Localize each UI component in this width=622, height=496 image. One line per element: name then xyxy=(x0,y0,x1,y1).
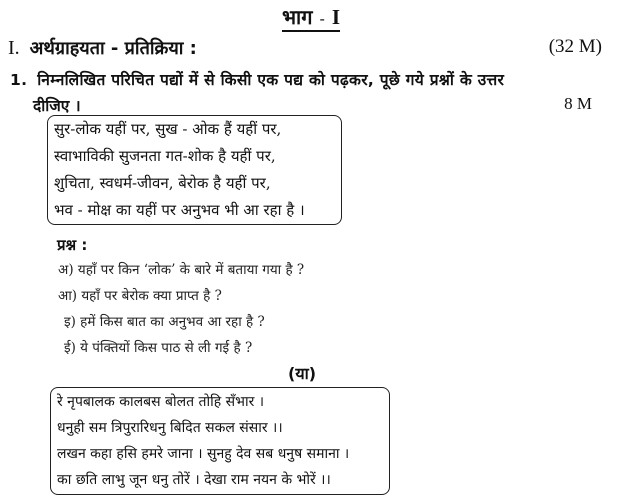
section-title: अर्थग्राहयता - प्रतिक्रिया : xyxy=(29,38,197,59)
poem-line: सुर-लोक यहीं पर, सुख - ओक हैं यहीं पर, xyxy=(54,120,282,138)
poem-box-1 xyxy=(47,115,342,225)
part-numeral: I xyxy=(331,5,341,29)
question-text: निम्नलिखित परिचित पद्यों में से किसी एक पद्य को पढ़कर, पूछे गये प्रश्नों के उत्तर xyxy=(37,71,505,89)
poem-line: रे नृपबालक कालबस बोलत तोहि सँभार । xyxy=(57,394,265,410)
section-numeral: I. xyxy=(8,37,20,59)
poem-line: का छति लाभु जून धनु तोरें । देखा राम नयन के भोरें ।। xyxy=(57,472,331,488)
section-marks: (32 M) xyxy=(548,36,602,57)
questions-heading: प्रश्न : xyxy=(57,236,88,254)
poem-line: स्वाभाविकी सुजनता गत-शोक है यहीं पर, xyxy=(54,147,276,165)
poem-line: शुचिता, स्वधर्म-जीवन, बेरोक है यहीं पर, xyxy=(54,174,271,192)
part-title xyxy=(0,3,622,30)
question-1-line-1 xyxy=(10,68,504,90)
question-marks: 8 M xyxy=(564,94,592,113)
question-item-ii: ई) ये पंक्तियों किस पाठ से ली गई है ? xyxy=(64,340,253,356)
question-item-a: अ) यहाँ पर किन ‘लोक’ के बारे में बताया गया है ? xyxy=(58,262,305,278)
part-separator: - xyxy=(319,10,325,28)
or-label: (या) xyxy=(288,364,317,383)
question-item-aa: आ) यहाँ पर बेरोक क्या प्राप्त है ? xyxy=(58,288,222,304)
question-item-i: इ) हमें किस बात का अनुभव आ रहा है ? xyxy=(64,314,265,330)
section-heading xyxy=(8,36,197,60)
poem-line: धनुही सम त्रिपुरारिधनु बिदित सकल संसार ।। xyxy=(57,420,283,436)
poem-line: लखन कहा हसि हमरे जाना । सुनहु देव सब धनुष समाना । xyxy=(57,446,350,462)
poem-line: भव - मोक्ष का यहीं पर अनुभव भी आ रहा है । xyxy=(54,201,305,219)
question-1-line-2: दीजिए । xyxy=(33,97,81,115)
poem-box-2 xyxy=(50,387,390,495)
part-label: भाग xyxy=(281,5,313,29)
question-number: 1. xyxy=(10,71,28,89)
